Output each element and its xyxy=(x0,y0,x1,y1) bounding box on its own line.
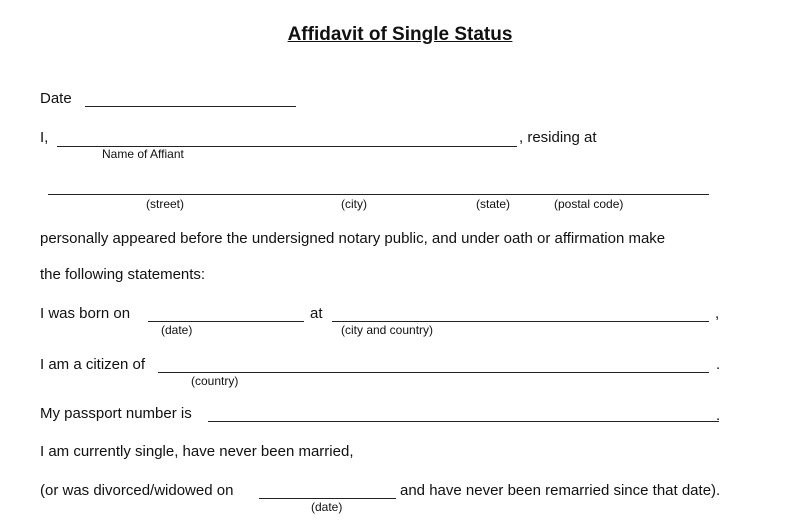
born-at-label: at xyxy=(310,305,323,322)
divorce-date-caption: (date) xyxy=(311,500,343,514)
citizen-period: . xyxy=(716,356,721,373)
born-on-label: I was born on xyxy=(40,305,131,322)
passport-period: . xyxy=(716,407,721,424)
born-comma: , xyxy=(715,305,720,322)
address-field[interactable] xyxy=(48,194,709,195)
city-and-country-caption: (city and country) xyxy=(341,323,434,337)
passport-number-field[interactable] xyxy=(208,421,719,422)
statement-line-1: personally appeared before the undersigned notary public, and under oath or affirmation make xyxy=(40,230,666,247)
postal-code-caption: (postal code) xyxy=(554,197,624,211)
divorced-suffix: and have never been remarried since that date). xyxy=(400,482,721,499)
name-of-affiant-caption: Name of Affiant xyxy=(102,147,184,161)
country-caption: (country) xyxy=(191,374,239,388)
divorced-prefix: (or was divorced/widowed on xyxy=(40,482,234,499)
citizen-of-label: I am a citizen of xyxy=(40,356,146,373)
passport-label: My passport number is xyxy=(40,405,192,422)
date-field[interactable] xyxy=(85,106,296,107)
divorce-date-field[interactable] xyxy=(259,498,396,499)
statement-line-2: the following statements: xyxy=(40,266,206,283)
birth-place-field[interactable] xyxy=(332,321,709,322)
affiant-prefix: I, xyxy=(40,129,49,146)
birth-date-caption: (date) xyxy=(161,323,193,337)
street-caption: (street) xyxy=(146,197,185,211)
single-statement: I am currently single, have never been married, xyxy=(40,443,354,460)
residing-at-label: , residing at xyxy=(519,129,597,146)
document-title: Affidavit of Single Status xyxy=(287,24,513,45)
citizenship-field[interactable] xyxy=(158,372,709,373)
birth-date-field[interactable] xyxy=(148,321,304,322)
date-label: Date xyxy=(40,90,72,107)
city-caption: (city) xyxy=(341,197,367,211)
state-caption: (state) xyxy=(476,197,511,211)
